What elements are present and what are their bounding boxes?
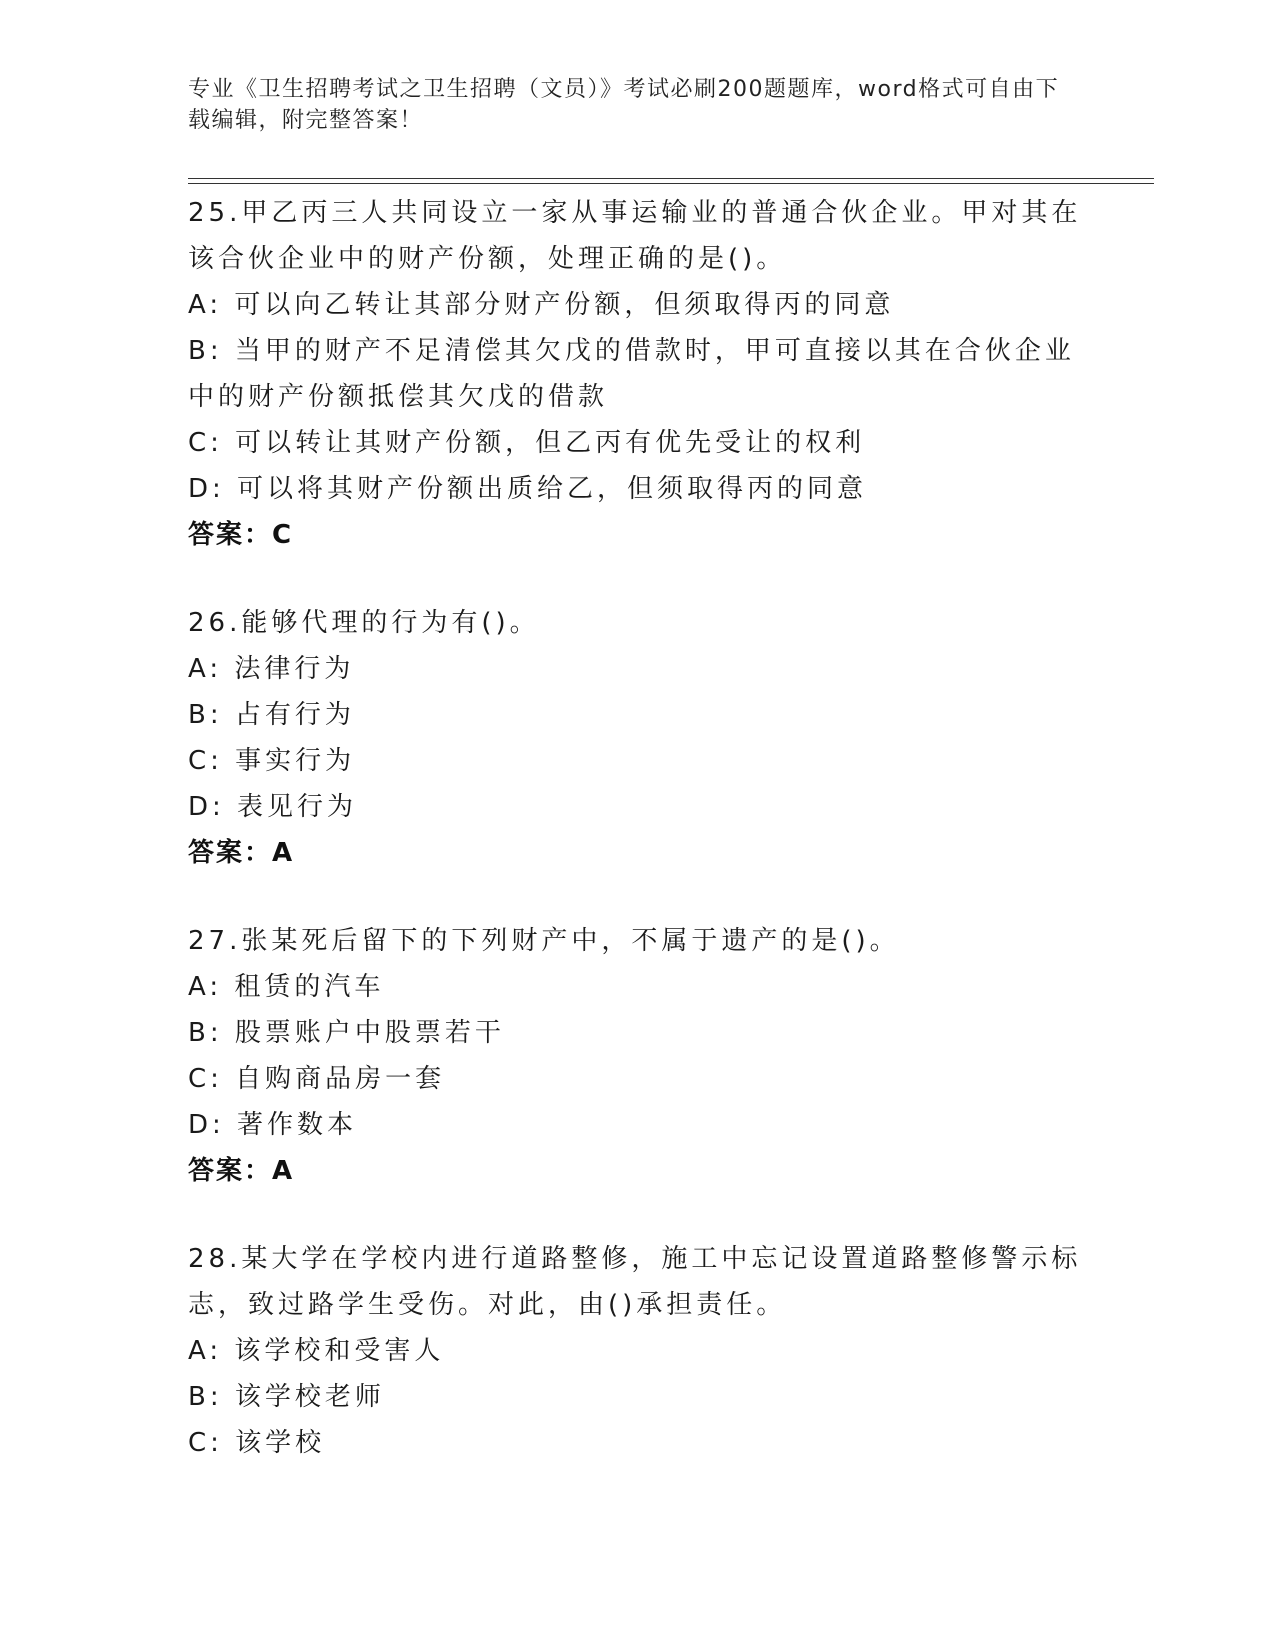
option-d: D: 表见行为	[188, 792, 358, 822]
option-a: A: 租赁的汽车	[188, 972, 385, 1002]
option-a: A: 法律行为	[188, 654, 355, 684]
option-b: B: 股票账户中股票若干	[188, 1018, 505, 1048]
question-list	[188, 190, 1088, 1466]
question-25	[188, 190, 1088, 558]
question-stem: 28.某大学在学校内进行道路整修，施工中忘记设置道路整修警示标志，致过路学生受伤。对此，由()承担责任。	[188, 1244, 1082, 1320]
answer: 答案：C	[188, 520, 294, 550]
question-27	[188, 918, 1088, 1194]
question-28	[188, 1236, 1088, 1466]
option-a: A: 可以向乙转让其部分财产份额，但须取得丙的同意	[188, 290, 895, 320]
option-b: B: 占有行为	[188, 700, 355, 730]
option-b: B: 当甲的财产不足清偿其欠戊的借款时，甲可直接以其在合伙企业中的财产份额抵偿其欠戊的借款	[188, 336, 1075, 412]
answer: 答案：A	[188, 838, 295, 868]
option-c: C: 该学校	[188, 1428, 326, 1458]
option-d: D: 著作数本	[188, 1110, 358, 1140]
question-26	[188, 600, 1088, 876]
header-divider-bottom	[188, 183, 1154, 184]
option-b: B: 该学校老师	[188, 1382, 385, 1412]
spacer	[188, 1194, 1088, 1236]
option-a: A: 该学校和受害人	[188, 1336, 445, 1366]
option-c: C: 自购商品房一套	[188, 1064, 446, 1094]
spacer	[188, 876, 1088, 918]
spacer	[188, 558, 1088, 600]
option-d: D: 可以将其财产份额出质给乙，但须取得丙的同意	[188, 474, 868, 504]
question-stem: 25.甲乙丙三人共同设立一家从事运输业的普通合伙企业。甲对其在该合伙企业中的财产份额，处理正确的是()。	[188, 198, 1082, 274]
option-c: C: 可以转让其财产份额，但乙丙有优先受让的权利	[188, 428, 866, 458]
answer: 答案：A	[188, 1156, 295, 1186]
document-header: 专业《卫生招聘考试之卫生招聘（文员）》考试必刷200题题库，word格式可自由下载编辑，附完整答案！	[188, 77, 1060, 133]
question-stem: 27.张某死后留下的下列财产中，不属于遗产的是()。	[188, 926, 900, 956]
header-divider-top	[188, 178, 1154, 179]
question-stem: 26.能够代理的行为有()。	[188, 608, 540, 638]
option-c: C: 事实行为	[188, 746, 356, 776]
